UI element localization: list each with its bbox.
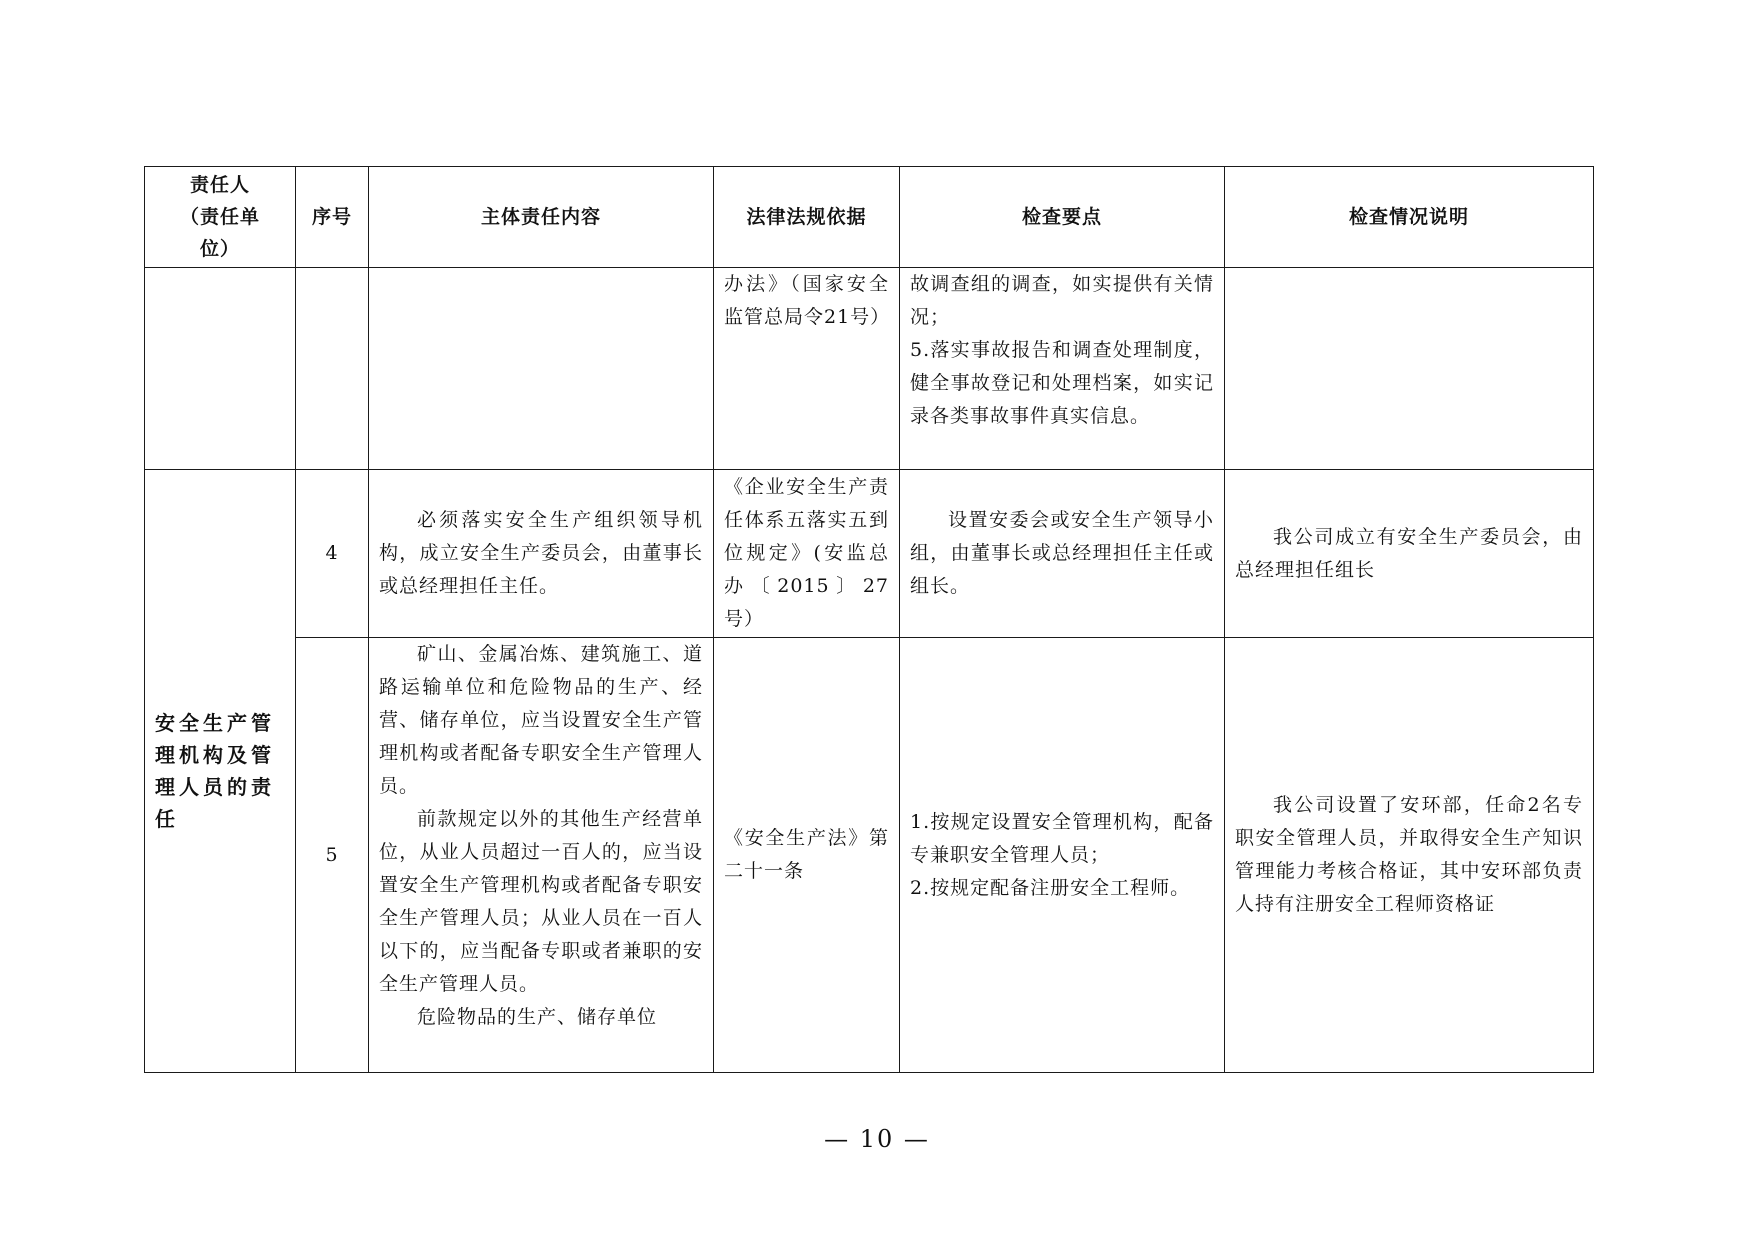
cell-content-4 [369, 470, 714, 638]
cell-content-empty [369, 268, 714, 470]
table-header-row [145, 167, 1594, 268]
cell-content-5 [369, 638, 714, 1073]
cell-seq-empty [296, 268, 369, 470]
cell-seq-4: 4 [296, 470, 369, 638]
header-seq: 序号 [296, 167, 369, 268]
check-text-4: 设置安委会或安全生产领导小组，由董事长或总经理担任主任或组长。 [910, 509, 1214, 597]
cell-notes-empty [1225, 268, 1594, 470]
cell-notes-4 [1225, 470, 1594, 638]
law-text-4: 《企业安全生产责任体系五落实五到位规定》(安监总办〔2015〕27号） [724, 476, 889, 630]
header-owner: 责任人 （责任单 位） [145, 167, 296, 268]
law-text: 办法》（国家安全监管总局令21号） [724, 273, 891, 328]
cell-owner-empty [145, 268, 296, 470]
content-text-4: 必须落实安全生产组织领导机构，成立安全生产委员会，由董事长或总经理担任主任。 [379, 509, 703, 597]
table-row-continued [145, 268, 1594, 470]
header-notes: 检查情况说明 [1225, 167, 1594, 268]
notes-text-4: 我公司成立有安全生产委员会，由总经理担任组长 [1235, 525, 1583, 581]
table-row-5 [145, 638, 1594, 1073]
cell-group-owner [145, 470, 296, 1073]
content-paragraph-3: 危险物品的生产、储存单位 [417, 1006, 658, 1028]
content-paragraph-1: 矿山、金属冶炼、建筑施工、道路运输单位和危险物品的生产、经营、储存单位，应当设置安全生产管理机构或者配备专职安全生产管理人员。 [379, 643, 703, 797]
header-content: 主体责任内容 [369, 167, 714, 268]
table-row-4 [145, 470, 1594, 638]
cell-seq-5: 5 [296, 638, 369, 1073]
check-text: 故调查组的调查，如实提供有关情况； 5.落实事故报告和调查处理制度，健全事故登记和处理档案，如实记录各类事故事件真实信息。 [910, 273, 1214, 427]
cell-check [900, 268, 1225, 470]
cell-law-4 [714, 470, 900, 638]
law-text-5: 《安全生产法》第二十一条 [724, 827, 889, 882]
header-law: 法律法规依据 [714, 167, 900, 268]
responsibility-table [144, 166, 1594, 1073]
content-paragraph-2: 前款规定以外的其他生产经营单位，从业人员超过一百人的，应当设置安全生产管理机构或者配备专职安全生产管理人员；从业人员在一百人以下的，应当配备专职或者兼职的安全生产管理人员。 [379, 808, 703, 995]
group-owner-label: 安全生产管理机构及管理人员的责任 [155, 711, 275, 831]
cell-law [714, 268, 900, 470]
content-text-5 [369, 638, 713, 1034]
cell-check-5 [900, 638, 1225, 1073]
notes-text-5: 我公司设置了安环部，任命2名专职安全管理人员，并取得安全生产知识管理能力考核合格证，其中安环部负责人持有注册安全工程师资格证 [1235, 794, 1583, 915]
page-number: — 10 — [824, 1125, 930, 1153]
cell-law-5 [714, 638, 900, 1073]
cell-check-4 [900, 470, 1225, 638]
cell-notes-5 [1225, 638, 1594, 1073]
check-text-5: 1.按规定设置安全管理机构，配备专兼职安全管理人员； 2.按规定配备注册安全工程师。 [910, 810, 1214, 899]
header-check: 检查要点 [900, 167, 1225, 268]
